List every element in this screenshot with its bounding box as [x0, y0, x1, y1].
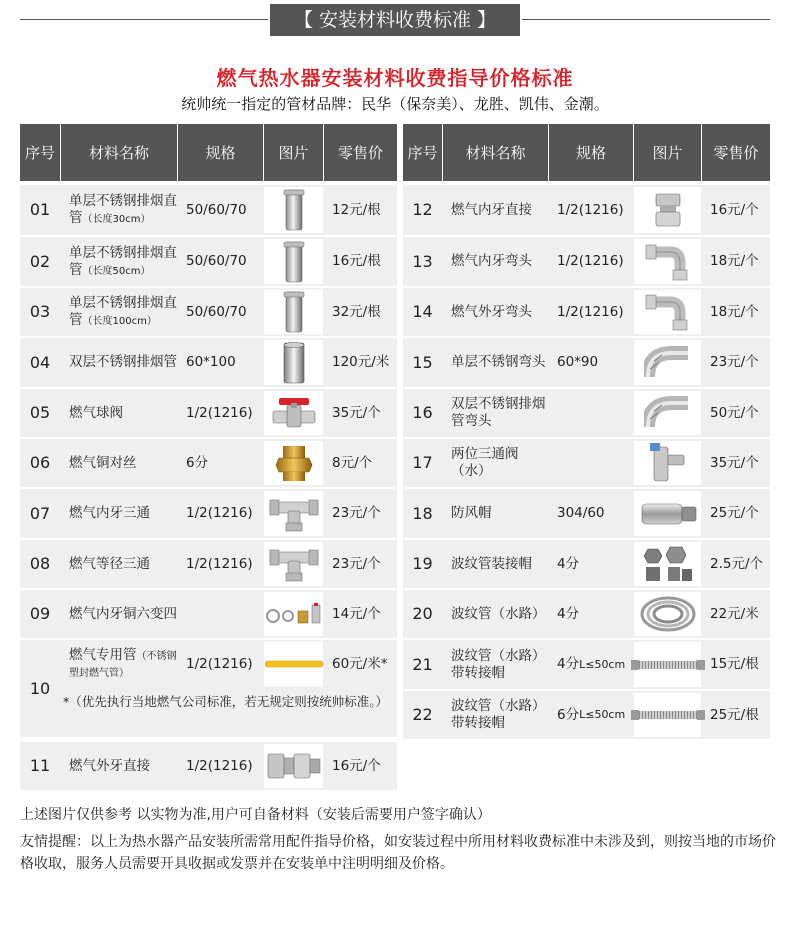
right-row-6-price: 25元/个 — [710, 505, 759, 522]
left-row-10-name: 燃气外牙直接 — [69, 757, 150, 774]
left-header-3: 图片 — [264, 124, 323, 181]
right-row-6-spec: 304/60 — [557, 505, 605, 522]
right-row-6-no: 18 — [412, 503, 433, 523]
brand-subtitle: 统帅统一指定的管材品牌：民华（保奈美）、龙胜、凯伟、金潮。 — [181, 95, 609, 113]
left-row-3-price: 120元/米 — [332, 354, 390, 371]
left-row-6-spec: 1/2(1216) — [186, 505, 253, 522]
right-row-1-image — [634, 239, 701, 284]
left-row-3-name: 双层不锈钢排烟管 — [69, 354, 177, 371]
right-row-9-name: 波纹管（水路）带转接帽 — [451, 647, 546, 681]
right-row-4-name: 双层不锈钢排烟管弯头 — [451, 396, 546, 429]
right-row-3-no: 15 — [412, 352, 433, 372]
right-row-4-spec — [549, 389, 633, 437]
left-row-2-image — [264, 290, 323, 334]
left-row-1-name-note: （长度50cm） — [82, 265, 151, 277]
right-row-8-name: 波纹管（水路） — [451, 605, 546, 622]
left-row-4-name: 燃气球阀 — [69, 404, 123, 421]
header-divider-left — [20, 19, 268, 20]
right-row-0-image — [634, 187, 701, 233]
left-row-2-name-note: （长度100cm） — [82, 316, 157, 327]
straight-pipe-icon — [282, 290, 306, 334]
left-row-6-name: 燃气内牙三通 — [69, 505, 150, 522]
section-header-title: 【 安装材料收费标准 】 — [270, 4, 520, 36]
flue-elbow-icon — [644, 343, 692, 383]
right-row-5-image — [634, 441, 701, 485]
left-row-8-no: 09 — [29, 604, 51, 623]
left-header-0: 序号 — [20, 124, 60, 181]
left-row-4-image — [264, 391, 323, 435]
left-row-7-spec: 1/2(1216) — [186, 555, 253, 572]
left-row-0-image — [264, 187, 323, 233]
right-row-9-spec-note: L≤50cm — [579, 657, 626, 671]
right-row-10-no: 22 — [412, 705, 433, 724]
left-row-5-spec: 6分 — [186, 454, 209, 471]
corrugated-hose-icon — [630, 708, 706, 722]
left-row-3-image — [264, 340, 323, 385]
corrugated-hose-icon — [630, 658, 706, 672]
nut-caps-icon — [640, 545, 696, 583]
left-row-10-footnote: *（优先执行当地燃气公司标准，若无规定则按统帅标准。） — [63, 694, 389, 709]
left-row-10-spec: 1/2(1216) — [186, 757, 253, 774]
left-row-7-no: 08 — [29, 554, 51, 573]
reducer-kit-icon — [264, 601, 324, 627]
right-row-1-name: 燃气内牙弯头 — [451, 253, 532, 270]
tee-fitting-icon — [268, 546, 320, 582]
right-row-4-price: 50元/个 — [710, 404, 759, 421]
left-row-8-name: 燃气内牙铜六变四 — [69, 605, 177, 622]
right-row-3-price: 23元/个 — [710, 354, 759, 371]
left-row-8-price: 14元/个 — [332, 605, 381, 622]
left-header-4: 零售价 — [324, 124, 397, 181]
left-row-1-price: 16元/根 — [332, 253, 381, 270]
left-row-10-price: 16元/个 — [332, 757, 381, 774]
right-header-3: 图片 — [634, 124, 701, 181]
left-row-5-name: 燃气铜对丝 — [69, 454, 137, 471]
left-row-1-no: 02 — [29, 251, 51, 271]
yellow-gas-pipe-icon — [264, 658, 324, 670]
right-row-7-no: 19 — [412, 554, 433, 573]
tee-fitting-icon — [268, 496, 320, 532]
right-row-3-image — [634, 340, 701, 385]
right-row-2-image — [634, 290, 701, 334]
footer-disclaimer: 上述图片仅供参考 以实物为准,用户可自备材料（安装后需要用户签字确认） — [20, 807, 491, 823]
left-row-6-image — [264, 491, 323, 536]
ball-valve-icon — [269, 395, 319, 431]
left-row-9-no: 10 — [29, 678, 51, 698]
right-row-8-spec: 4分 — [557, 605, 580, 622]
left-row-7-price: 23元/个 — [332, 555, 381, 572]
right-row-7-price: 2.5元/个 — [710, 555, 764, 572]
right-header-2: 规格 — [549, 124, 633, 181]
right-row-9-no: 21 — [412, 654, 433, 674]
right-row-7-image — [634, 542, 701, 586]
right-row-2-price: 18元/个 — [710, 303, 759, 320]
left-row-4-no: 05 — [29, 403, 51, 422]
right-row-8-image — [634, 592, 701, 636]
left-row-2-no: 03 — [29, 302, 51, 321]
right-row-8-price: 22元/米 — [710, 605, 759, 622]
straight-pipe-icon — [282, 188, 306, 232]
right-row-3-name: 单层不锈钢弯头 — [451, 354, 546, 371]
left-row-8-spec — [178, 590, 263, 638]
right-row-9-image — [634, 642, 701, 687]
right-row-7-spec: 4分 — [557, 555, 580, 572]
right-row-8-no: 20 — [412, 604, 433, 623]
coiled-hose-icon — [638, 594, 698, 634]
left-row-3-spec: 60*100 — [186, 354, 236, 371]
right-row-6-image — [634, 491, 701, 536]
left-row-2-spec: 50/60/70 — [186, 303, 247, 320]
elbow-fitting-icon — [644, 292, 692, 332]
female-connector-icon — [648, 192, 688, 228]
right-row-7-name: 波纹管装接帽 — [451, 555, 532, 572]
right-row-10-name: 波纹管（水路）带转接帽 — [451, 698, 546, 731]
right-row-9-spec: 4分 L≤50cm — [557, 656, 626, 673]
right-row-5-price: 35元/个 — [710, 454, 759, 471]
brass-nipple-icon — [274, 443, 314, 483]
left-row-6-no: 07 — [29, 503, 51, 523]
right-row-0-no: 12 — [412, 200, 433, 219]
left-row-0-name-note: （长度30cm） — [82, 214, 151, 225]
header-divider-right — [522, 19, 770, 20]
left-row-9-image — [264, 642, 323, 686]
page-title: 燃气热水器安装材料收费指导价格标准 — [216, 66, 574, 90]
right-row-1-price: 18元/个 — [710, 253, 759, 270]
left-header-1: 材料名称 — [61, 124, 177, 181]
left-row-8-image — [264, 592, 323, 636]
right-row-0-price: 16元/个 — [710, 201, 759, 218]
left-row-1-name: 单层不锈钢排烟直管（长度50cm） — [69, 244, 177, 278]
left-row-1-image — [264, 239, 323, 284]
left-row-5-image — [264, 441, 323, 485]
double-pipe-icon — [280, 341, 308, 385]
left-row-6-price: 23元/个 — [332, 505, 381, 522]
right-row-2-name: 燃气外牙弯头 — [451, 303, 532, 320]
elbow-fitting-icon — [644, 242, 692, 282]
right-row-10-image — [634, 693, 701, 737]
left-row-5-no: 06 — [29, 453, 51, 472]
left-row-2-price: 32元/根 — [332, 303, 381, 320]
left-row-0-price: 12元/根 — [332, 201, 381, 218]
right-row-1-spec: 1/2(1216) — [557, 253, 624, 270]
left-row-4-price: 35元/个 — [332, 404, 381, 421]
left-row-10-no: 11 — [29, 756, 51, 775]
right-header-4: 零售价 — [702, 124, 770, 181]
right-row-0-name: 燃气内牙直接 — [451, 201, 532, 218]
right-row-0-spec: 1/2(1216) — [557, 201, 624, 218]
left-row-0-spec: 50/60/70 — [186, 201, 247, 218]
right-row-5-name: 两位三通阀（水） — [451, 446, 519, 479]
left-row-7-name: 燃气等径三通 — [69, 555, 150, 572]
right-row-9-price: 15元/根 — [710, 656, 759, 673]
male-connector-icon — [266, 748, 322, 784]
left-row-4-spec: 1/2(1216) — [186, 404, 253, 421]
right-row-10-spec-note: L≤50cm — [579, 708, 626, 722]
three-way-valve-icon — [648, 441, 688, 485]
right-row-10-spec: 6分 L≤50cm — [557, 706, 626, 723]
right-row-2-no: 14 — [412, 302, 433, 321]
left-row-2-name: 单层不锈钢排烟直管（长度100cm） — [69, 295, 177, 328]
left-row-0-no: 01 — [29, 200, 51, 219]
left-row-3-no: 04 — [29, 352, 51, 372]
left-row-1-spec: 50/60/70 — [186, 253, 247, 270]
right-row-10-price: 25元/根 — [710, 706, 759, 723]
wind-cap-icon — [638, 499, 698, 529]
left-row-9-price: 60元/米* — [332, 655, 388, 672]
right-row-4-no: 16 — [412, 403, 433, 422]
left-row-7-image — [264, 542, 323, 586]
right-row-3-spec: 60*90 — [557, 354, 599, 371]
left-row-5-price: 8元/个 — [332, 454, 373, 471]
left-row-9-name: 燃气专用管（不锈钢塑封燃气管） — [69, 647, 177, 679]
left-row-9-name-note: （不锈钢塑封燃气管） — [69, 651, 177, 679]
right-row-5-spec — [549, 439, 633, 487]
straight-pipe-icon — [282, 240, 306, 284]
right-row-5-no: 17 — [412, 453, 433, 472]
right-header-1: 材料名称 — [443, 124, 548, 181]
left-row-10-image — [264, 744, 323, 788]
left-row-9-spec: 1/2(1216) — [186, 655, 253, 672]
left-header-2: 规格 — [178, 124, 263, 181]
right-header-0: 序号 — [403, 124, 442, 181]
footer-reminder: 友情提醒：以上为热水器产品安装所需常用配件指导价格，如安装过程中所用材料收费标准中未涉及到，则按当地的市场价格收取，服务人员需要开具收据或发票并在安装单中注明明细及价格。 — [20, 834, 776, 872]
right-row-6-name: 防风帽 — [451, 505, 492, 522]
flue-elbow-icon — [644, 393, 692, 433]
left-row-0-name: 单层不锈钢排烟直管（长度30cm） — [69, 193, 177, 226]
right-row-2-spec: 1/2(1216) — [557, 303, 624, 320]
right-row-1-no: 13 — [412, 251, 433, 271]
right-row-4-image — [634, 391, 701, 435]
section-header — [0, 0, 790, 40]
